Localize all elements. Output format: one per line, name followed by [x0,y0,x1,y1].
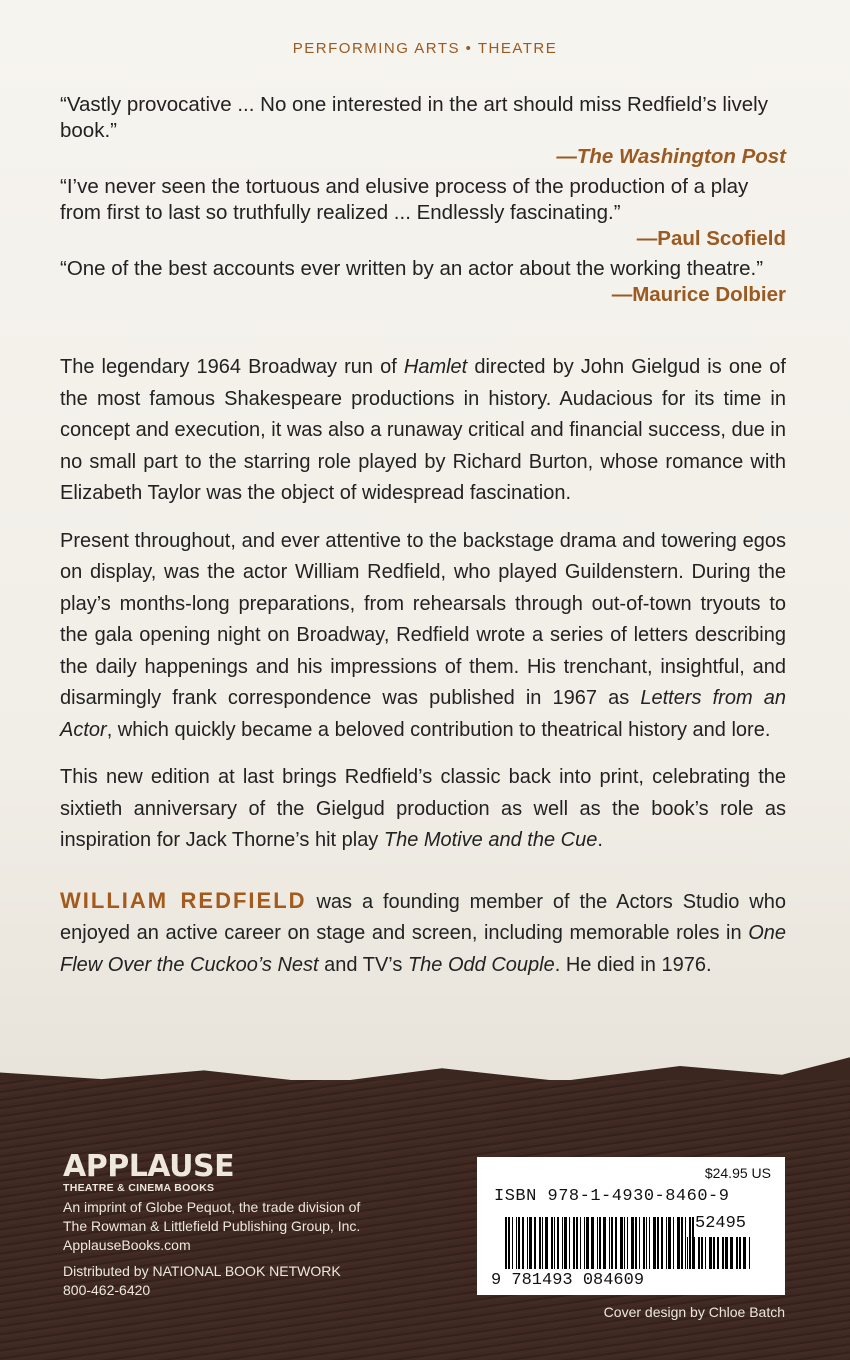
barcode-bar [701,1237,703,1269]
barcode-bar [668,1217,671,1269]
quote-text: “Vastly provocative ... No one interested in the art should miss Redfield’s lively book.” [60,93,768,142]
distributor: Distributed by NATIONAL BOOK NETWORK [63,1263,341,1279]
ean-number: 9 781493 084609 [491,1271,645,1290]
barcode-bar [685,1217,686,1269]
phone: 800-462-6420 [63,1282,151,1298]
barcode-bar [653,1217,656,1269]
barcode-bar [569,1217,570,1269]
barcode-bar [681,1217,683,1269]
barcode-bar [743,1237,746,1269]
barcode-bar [635,1217,637,1269]
barcode-bar [512,1217,513,1269]
publisher-logo-subtitle: THEATRE & CINEMA BOOKS [63,1182,215,1194]
barcode-bar [661,1217,663,1269]
barcode-bar [591,1217,594,1269]
barcode-bar [666,1217,667,1269]
barcode-label [477,1157,785,1295]
barcode-bar [529,1217,532,1269]
barcode-bar [562,1217,563,1269]
barcode-bar [624,1217,625,1269]
author-bio: WILLIAM REDFIELD was a founding member of the Actors Studio who enjoyed an active career on stage and screen, including memorable roles in One Flew Over the Cuckoo’s Nest and TV’s The Odd Couple. He died in 1976. [60,887,786,976]
barcode-bar [639,1217,640,1269]
barcode-addon: 52495 [695,1214,747,1233]
barcode-bar [505,1217,507,1269]
barcode-bar [730,1237,733,1269]
barcode-bars [505,1217,696,1269]
barcode-bar [586,1217,589,1269]
barcode-bar [739,1237,741,1269]
review-quote [60,174,786,252]
barcode-bar [722,1237,724,1269]
barcode-addon-bars [687,1237,751,1269]
barcode-bar [627,1217,628,1269]
barcode-bar [539,1217,541,1269]
barcode-bar [736,1237,738,1269]
paragraph: This new edition at last brings Redfield’s classic back into print, celebrating the sixtieth anniversary of the Gielgud production as well as the book’s role as inspiration for Jack Thorne’s hit play The Motive and the Cue. [60,766,786,851]
quote-source: —The Washington Post [556,145,786,168]
barcode-bar [545,1217,548,1269]
review-quote [60,256,786,308]
barcode-bar [564,1217,567,1269]
barcode-bar [573,1217,575,1269]
barcode-bar [609,1217,610,1269]
barcode-bar [657,1217,659,1269]
barcode-bar [551,1217,553,1269]
barcode-bar [527,1217,528,1269]
barcode-bar [689,1237,690,1269]
barcode-bar [673,1217,674,1269]
quote-text: “One of the best accounts ever written by an actor about the working theatre.” [60,257,764,280]
barcode-bar [599,1217,601,1269]
publisher-info [63,1149,361,1300]
barcode-bar [643,1217,645,1269]
barcode-bar [620,1217,623,1269]
barcode-bar [725,1237,728,1269]
barcode-bar [557,1217,559,1269]
description [60,352,786,997]
isbn: ISBN 978-1-4930-8460-9 [494,1187,730,1206]
paragraph: The legendary 1964 Broadway run of Hamlet directed by John Gielgud is one of the most famous Shakespeare productions in history. Audacious for its time in concept and execution, it was also a runaway critical and financial success, due in no small part to the starring role played by Richard Burton, whose romance with Elizabeth Taylor was the object of widespread fascination. [60,356,786,504]
barcode-bar [611,1217,613,1269]
price: $24.95 US [704,1165,771,1181]
barcode-bar [576,1217,578,1269]
barcode-bar [713,1237,715,1269]
barcode-bar [631,1217,634,1269]
barcode-bar [603,1217,606,1269]
publisher-line: An imprint of Globe Pequot, the trade division of [63,1199,361,1215]
barcode-bar [580,1217,581,1269]
barcode-bar [508,1217,510,1269]
barcode-bar [584,1217,585,1269]
barcode-bar [522,1217,524,1269]
barcode-bar [542,1217,543,1269]
barcode-bar [705,1237,706,1269]
barcode-bar [749,1237,750,1269]
barcode-bar [692,1237,695,1269]
barcode-bar [717,1237,719,1269]
barcode-bar [677,1217,680,1269]
publisher-line: The Rowman & Littlefield Publishing Group, Inc. [63,1218,361,1234]
publisher-website: ApplauseBooks.com [63,1237,191,1253]
barcode-bar [687,1237,688,1269]
review-quote [60,92,786,170]
barcode-bar [649,1217,650,1269]
quote-source: —Maurice Dolbier [611,283,786,306]
publisher-logo: APPLAUSE [63,1149,235,1184]
quote-text: “I’ve never seen the tortuous and elusive process of the production of a play from first to last so truthfully realized ... Endlessly fascinating.” [60,175,749,224]
barcode-bar [709,1237,712,1269]
barcode-bar [516,1217,517,1269]
barcode-bar [646,1217,647,1269]
barcode-bar [554,1217,555,1269]
quote-source: —Paul Scofield [636,227,786,250]
barcode-bar [597,1217,598,1269]
barcode-bar [615,1217,617,1269]
barcode-bar [534,1217,536,1269]
cover-credit: Cover design by Chloe Batch [603,1304,785,1320]
category-label: PERFORMING ARTS • THEATRE [292,40,558,57]
barcode-bar [698,1237,700,1269]
barcode-bar [518,1217,520,1269]
paragraph: Present throughout, and ever attentive to the backstage drama and towering egos on display, was the actor William Redfield, who played Guildenstern. During the play’s months-long preparations, from rehearsals through out-of-town tryouts to the gala opening night on Broadway, Redfield wrote a series of letters describing the daily happenings and his impressions of them. His trenchant, insightful, and disarmingly frank correspondence was published in 1967 as Letters from an Actor, which quickly became a beloved contribution to theatrical history and lore. [60,529,786,741]
